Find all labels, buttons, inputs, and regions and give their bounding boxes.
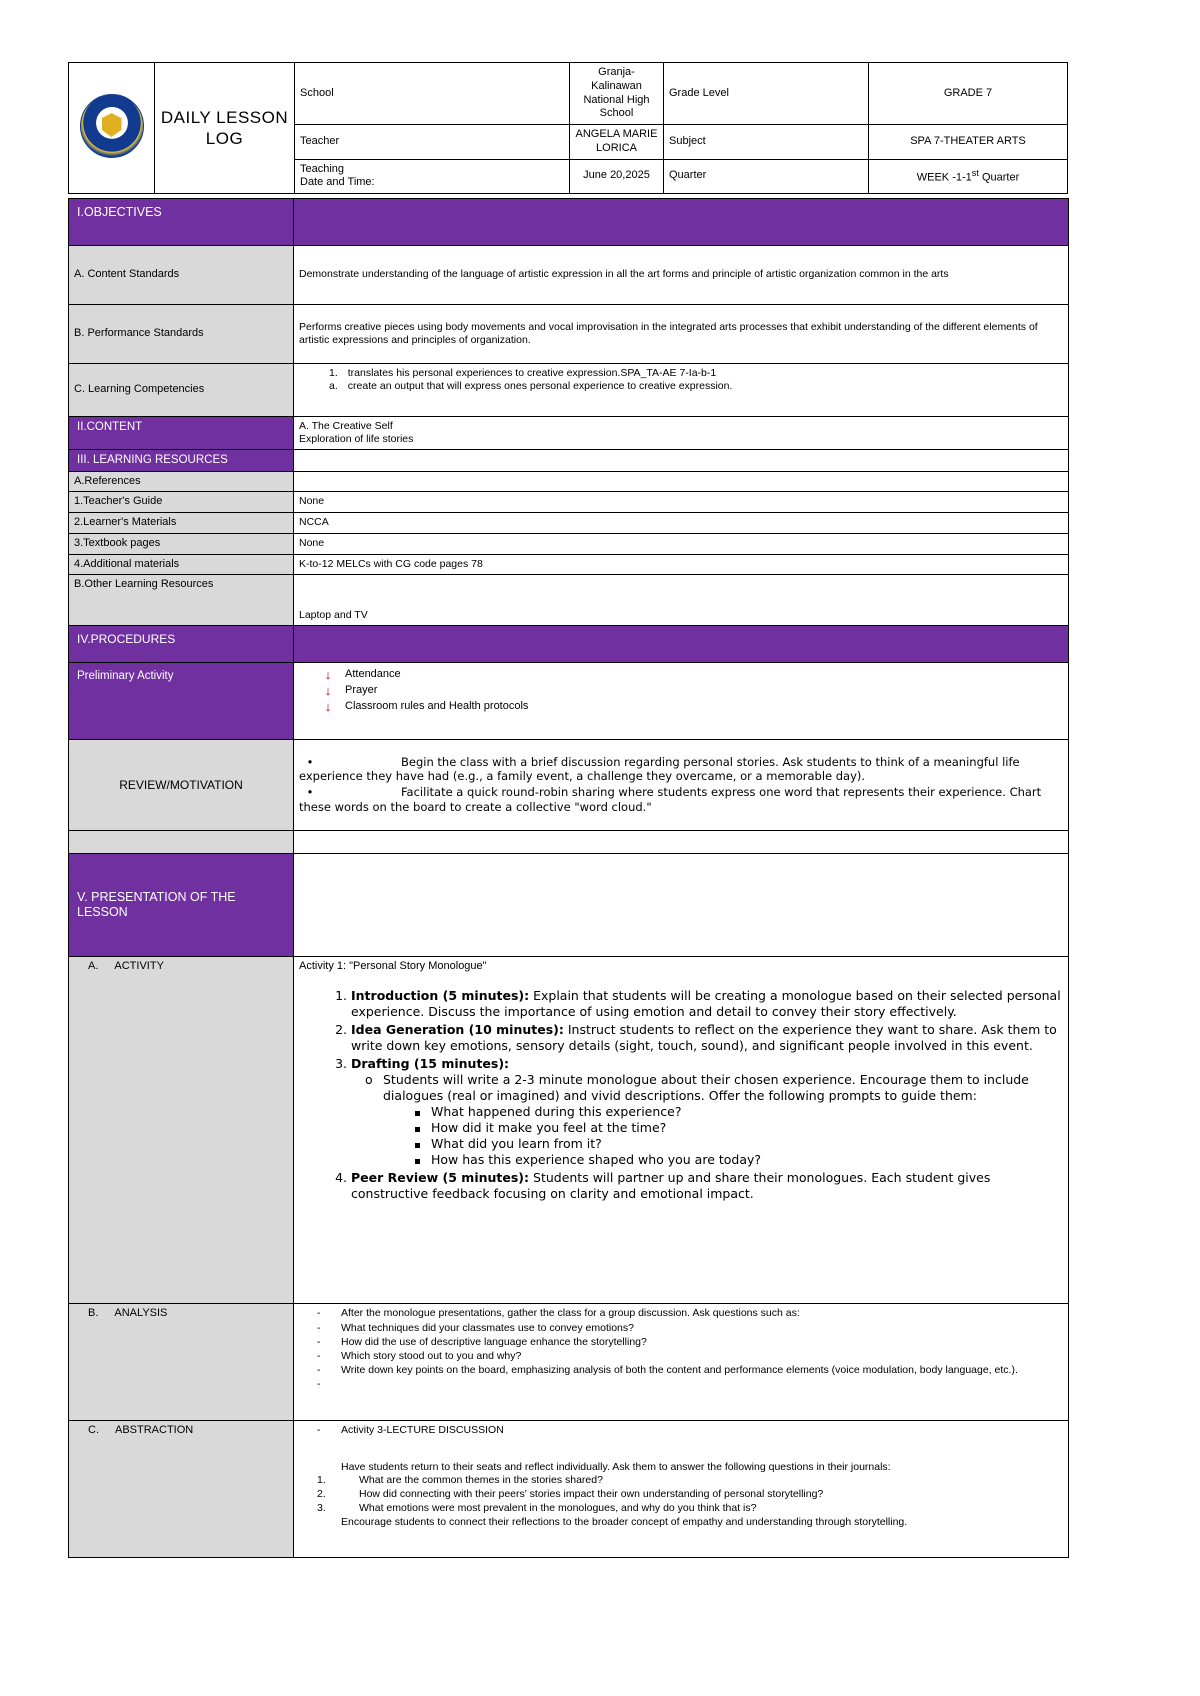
- objectives-section-title: I.OBJECTIVES: [69, 199, 294, 246]
- analysis-label-letter: B.: [88, 1307, 99, 1320]
- review-bullet: • Begin the class with a brief discussion regarding personal stories. Ask students to think of a meaningful life experience they have had (e.g., a family event, a challenge they overcame, or a memorable day).: [299, 754, 1020, 783]
- preliminary-item-label: Attendance: [345, 668, 401, 681]
- abstraction-closing: Encourage students to connect their reflections to the broader concept of empathy and understanding through storytelling.: [341, 1516, 908, 1528]
- arrow-bullet-icon: ↓: [324, 667, 332, 683]
- analysis-label-cell: [69, 1304, 294, 1421]
- teacher-label: Teacher: [295, 125, 570, 160]
- additional-materials-value: K-to-12 MELCs with CG code pages 78: [294, 554, 1069, 575]
- review-motivation-body: [294, 740, 1069, 831]
- objectives-section-blank: [294, 199, 1069, 246]
- activity-step-text: Instruct students to reflect on the experience they want to share. Ask them to write down key emotions, sensory details (sight, touch, sound), and significant people involved in this event.: [351, 1022, 1057, 1054]
- school-value: Granja-Kalinawan National High School: [570, 63, 664, 125]
- preliminary-item: [321, 700, 1063, 714]
- content-section-title: II.CONTENT: [69, 417, 294, 450]
- preliminary-item: [321, 684, 1063, 698]
- analysis-body: [294, 1304, 1069, 1421]
- abstraction-intro: Have students return to their seats and reflect individually. Ask them to answer the following questions in their journals:: [341, 1460, 891, 1473]
- activity-step-text: Explain that students will be creating a monologue based on their selected personal experience. Discuss the importance of using emotion and detail to convey their story effectively.: [351, 988, 1061, 1020]
- procedures-section-title: IV.PROCEDURES: [69, 626, 294, 663]
- activity-label-letter: A.: [88, 960, 99, 973]
- content-standards-label: A. Content Standards: [69, 246, 294, 305]
- spacer-value-cell: [294, 831, 1069, 854]
- learners-materials-value: NCCA: [294, 513, 1069, 534]
- abstraction-title: Activity 3-LECTURE DISCUSSION: [341, 1424, 504, 1437]
- activity-label-cell: [69, 957, 294, 1304]
- analysis-item: - Which story stood out to you and why?: [317, 1349, 522, 1362]
- textbook-pages-label: 3.Textbook pages: [69, 533, 294, 554]
- review-bullet-text: Facilitate a quick round-robin sharing where students express one word that represents their experience. Chart these words on the board to create a collective "word cloud.": [299, 785, 1042, 814]
- quarter-value: WEEK -1-1st Quarter: [869, 159, 1068, 194]
- competency-1-text: translates his personal experiences to creative expression.SPA_TA-AE 7-Ia-b-1: [347, 367, 717, 379]
- activity-step-text: Students will partner up and share their monologues. Each student gives constructive feedback focusing on clarity and emotional impact.: [351, 1170, 991, 1202]
- arrow-bullet-icon: ↓: [324, 683, 332, 699]
- subject-value: SPA 7-THEATER ARTS: [869, 125, 1068, 160]
- performance-standards-text: Performs creative pieces using body movements and vocal improvisation in the integrated arts processes that exhibit understanding of the different elements of artistic expressions and principles of organization.: [294, 305, 1069, 364]
- activity-step-title: Introduction (5 minutes):: [351, 988, 530, 1004]
- teachers-guide-label: 1.Teacher's Guide: [69, 492, 294, 513]
- arrow-bullet-icon: ↓: [324, 698, 332, 714]
- content-section-body: [294, 417, 1069, 450]
- learning-competencies-list: [294, 364, 1069, 417]
- drafting-prompt: How has this experience shaped who you are today?: [413, 1152, 1063, 1168]
- drafting-sublist: [351, 1072, 1063, 1168]
- subject-label: Subject: [664, 125, 869, 160]
- learning-resources-title: III. LEARNING RESOURCES: [69, 450, 294, 471]
- content-line-2: Exploration of life stories: [299, 433, 414, 446]
- drafting-prompt: How did it make you feel at the time?: [413, 1120, 1063, 1136]
- activity-title: Activity 1: "Personal Story Monologue": [299, 960, 487, 973]
- activity-step-title: Idea Generation (10 minutes):: [351, 1022, 564, 1038]
- drafting-sub-text: Students will write a 2-3 minute monologue about their chosen experience. Encourage them to include dialogues (real or imagined) and vivid descriptions. Offer the following prompts to guide them:: [383, 1072, 1029, 1104]
- analysis-item-text: Write down key points on the board, emphasizing analysis of both the content and performance elements (voice modulation, body language, etc.).: [341, 1363, 1018, 1376]
- presentation-section-blank: [294, 854, 1069, 957]
- review-bullet-text: Begin the class with a brief discussion regarding personal stories. Ask students to think of a meaningful life experience they have had (e.g., a family event, a challenge they overcame, or a memorable day).: [299, 754, 1020, 783]
- deped-seal-logo: [69, 63, 155, 194]
- content-standards-text: Demonstrate understanding of the language of artistic expression in all the art forms and principle of artistic organization common in the arts: [294, 246, 1069, 305]
- teaching-date-value: June 20,2025: [570, 159, 664, 194]
- abstraction-label-letter: C.: [88, 1424, 99, 1437]
- preliminary-item: [321, 668, 1063, 682]
- procedures-section-blank: [294, 626, 1069, 663]
- additional-materials-label: 4.Additional materials: [69, 554, 294, 575]
- review-motivation-label: REVIEW/MOTIVATION: [69, 740, 294, 831]
- abstraction-question-text: What emotions were most prevalent in the monologues, and why do you think that is?: [359, 1501, 757, 1514]
- activity-label: ACTIVITY: [114, 960, 164, 973]
- lesson-body-table: [68, 198, 1069, 1558]
- preliminary-activity-label: Preliminary Activity: [69, 663, 294, 740]
- preliminary-activity-items: [294, 663, 1069, 740]
- abstraction-question: 1. What are the common themes in the stories shared?: [317, 1473, 603, 1486]
- learning-competencies-label: C. Learning Competencies: [69, 364, 294, 417]
- abstraction-body: [294, 1421, 1069, 1558]
- grade-level-value: GRADE 7: [869, 63, 1068, 125]
- analysis-item: - How did the use of descriptive language enhance the storytelling?: [317, 1335, 647, 1348]
- competency-1-number: 1.: [329, 367, 338, 379]
- abstraction-question-text: How did connecting with their peers' stories impact their own understanding of personal storytelling?: [359, 1487, 824, 1500]
- competency-a-text: create an output that will express ones personal experience to creative expression.: [347, 380, 733, 393]
- teaching-date-label: Teaching Date and Time:: [295, 159, 570, 194]
- analysis-label: ANALYSIS: [114, 1307, 168, 1320]
- activity-step-title: Drafting (15 minutes):: [351, 1056, 510, 1072]
- activity-body: [294, 957, 1069, 1304]
- references-value: [294, 471, 1069, 492]
- activity-step: [351, 988, 1063, 1020]
- preliminary-item-label: Classroom rules and Health protocols: [345, 699, 529, 712]
- analysis-item-text: After the monologue presentations, gather the class for a group discussion. Ask questions such as:: [341, 1307, 800, 1320]
- teacher-value: ANGELA MARIE LORICA: [570, 125, 664, 160]
- activity-steps-list: [333, 988, 1063, 1202]
- analysis-list: [299, 1307, 1063, 1391]
- abstraction-label: ABSTRACTION: [115, 1424, 194, 1437]
- drafting-prompt: What happened during this experience?: [413, 1104, 1063, 1120]
- analysis-item-text: Which story stood out to you and why?: [341, 1349, 522, 1362]
- references-label: A.References: [69, 471, 294, 492]
- competency-a-number: a.: [329, 380, 338, 393]
- abstraction-item: - Activity 3-LECTURE DISCUSSION: [317, 1424, 504, 1437]
- activity-step-title: Peer Review (5 minutes):: [351, 1170, 530, 1186]
- grade-level-label: Grade Level: [664, 63, 869, 125]
- other-resources-label: B.Other Learning Resources: [69, 575, 294, 626]
- review-bullet: • Facilitate a quick round-robin sharing where students express one word that represents their experience. Chart these words on the board to create a collective "word cloud.": [299, 785, 1042, 814]
- abstraction-question-text: What are the common themes in the stories shared?: [359, 1473, 603, 1486]
- textbook-pages-value: None: [294, 533, 1069, 554]
- header-table: [68, 62, 1068, 194]
- abstraction-questions-list: [299, 1474, 1063, 1515]
- analysis-item: - What techniques did your classmates use to convey emotions?: [317, 1321, 634, 1334]
- page-title: DAILY LESSON LOG: [155, 63, 295, 194]
- spacer-label-cell: [69, 831, 294, 854]
- abstraction-question: 2. How did connecting with their peers' stories impact their own understanding of personal storytelling?: [317, 1487, 824, 1500]
- drafting-prompt: What did you learn from it?: [413, 1136, 1063, 1152]
- activity-step: [351, 1170, 1063, 1202]
- lesson-log-document: [68, 62, 1068, 1558]
- learning-resources-blank: [294, 450, 1069, 471]
- drafting-sub-item: [363, 1072, 1063, 1168]
- abstraction-title-row: [299, 1424, 1063, 1437]
- performance-standards-label: B. Performance Standards: [69, 305, 294, 364]
- seal-icon: [80, 94, 144, 158]
- drafting-prompts-list: [383, 1104, 1063, 1168]
- analysis-item: - After the monologue presentations, gather the class for a group discussion. Ask questions such as:: [317, 1307, 800, 1320]
- other-resources-value: Laptop and TV: [294, 575, 1069, 626]
- analysis-item-text: How did the use of descriptive language enhance the storytelling?: [341, 1335, 647, 1348]
- activity-step: [351, 1022, 1063, 1054]
- preliminary-item-label: Prayer: [345, 684, 378, 697]
- presentation-section-title: V. PRESENTATION OF THE LESSON: [69, 854, 294, 957]
- content-line-1: A. The Creative Self: [299, 420, 393, 432]
- analysis-item: -: [317, 1378, 321, 1390]
- analysis-item-text: What techniques did your classmates use to convey emotions?: [341, 1321, 634, 1334]
- teachers-guide-value: None: [294, 492, 1069, 513]
- quarter-label: Quarter: [664, 159, 869, 194]
- learners-materials-label: 2.Learner's Materials: [69, 513, 294, 534]
- analysis-item: - Write down key points on the board, emphasizing analysis of both the content and performance elements (voice modulation, body language, etc.).: [317, 1363, 1018, 1376]
- abstraction-label-cell: [69, 1421, 294, 1558]
- abstraction-question: 3. What emotions were most prevalent in the monologues, and why do you think that is?: [317, 1501, 757, 1514]
- activity-step: [351, 1056, 1063, 1168]
- school-label: School: [295, 63, 570, 125]
